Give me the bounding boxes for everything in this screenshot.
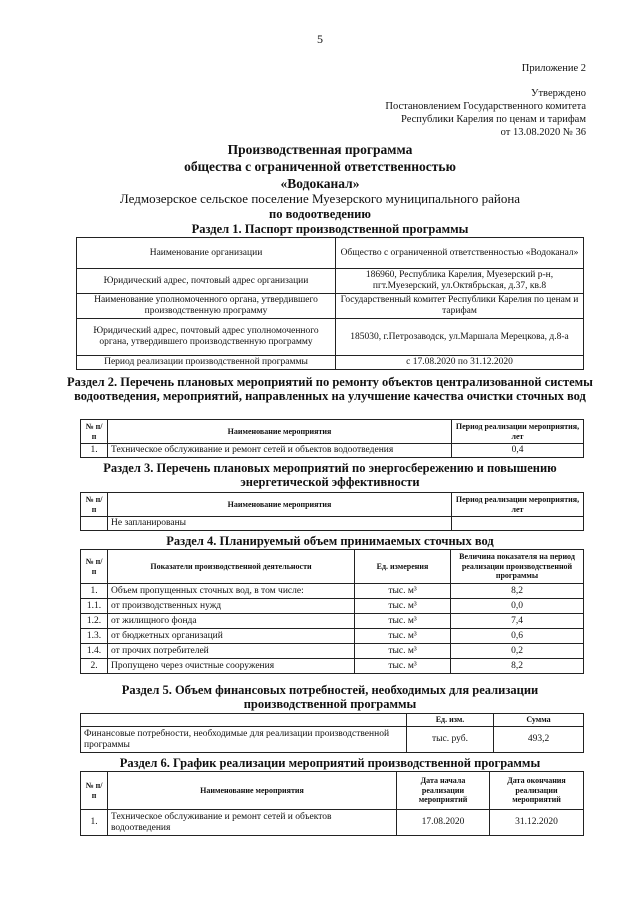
cell-name: Техническое обслуживание и ремонт сетей и объектов водоотведения bbox=[108, 810, 397, 836]
table-row bbox=[81, 584, 584, 599]
header-blank bbox=[81, 714, 407, 727]
passport-label: Юридический адрес, почтовый адрес уполномоченного органа, утвердившего производственную программу bbox=[77, 319, 336, 356]
cell-value: 8,2 bbox=[451, 659, 584, 674]
cell-indicator: от производственных нужд bbox=[108, 599, 355, 614]
approval-committee: Республики Карелия по ценам и тарифам bbox=[401, 114, 586, 125]
table-row bbox=[77, 356, 584, 370]
header-period: Период реализации мероприятия, лет bbox=[452, 420, 584, 444]
approval-block bbox=[326, 62, 586, 139]
doc-title bbox=[0, 141, 640, 192]
header-indicator: Показатели производственной деятельности bbox=[108, 550, 355, 584]
section5-title: Раздел 5. Объем финансовых потребностей, необходимых для реализации производственной программы bbox=[121, 683, 539, 711]
cell-unit: тыс. м³ bbox=[355, 629, 451, 644]
header-num: № п/п bbox=[81, 493, 108, 517]
cell-num: 1.1. bbox=[81, 599, 108, 614]
section6-title: Раздел 6. График реализации мероприятий производственной программы bbox=[119, 756, 541, 770]
title-line-2: общества с ограниченной ответственностью bbox=[184, 159, 456, 174]
page-number: 5 bbox=[317, 32, 323, 46]
approval-resolution: Постановлением Государственного комитета bbox=[385, 101, 586, 112]
passport-label: Наименование уполномоченного органа, утвердившего производственную программу bbox=[77, 294, 336, 319]
section2-title: Раздел 2. Перечень плановых мероприятий по ремонту объектов централизованной системы водоотведения, мероприятий, направленных на улучшение качества очистки сточных вод bbox=[67, 375, 593, 403]
header-period: Период реализации мероприятия, лет bbox=[452, 493, 584, 517]
table-row bbox=[81, 517, 584, 531]
passport-label: Период реализации производственной программы bbox=[77, 356, 336, 370]
header-value: Величина показателя на период реализации производственной программы bbox=[451, 550, 584, 584]
repair-measures-table bbox=[80, 419, 584, 458]
header-num: № п/п bbox=[81, 772, 108, 810]
cell-sum: 493,2 bbox=[494, 727, 584, 753]
table-row bbox=[81, 772, 584, 810]
cell-num: 1. bbox=[81, 584, 108, 599]
header-name: Наименование мероприятия bbox=[108, 772, 397, 810]
cell-end: 31.12.2020 bbox=[490, 810, 584, 836]
passport-value: Государственный комитет Республики Карелия по ценам и тарифам bbox=[336, 294, 584, 319]
cell-name: Финансовые потребности, необходимые для реализации производственной программы bbox=[81, 727, 407, 753]
passport-table bbox=[76, 237, 584, 370]
title-line-3: «Водоканал» bbox=[280, 176, 360, 191]
section3-title: Раздел 3. Перечень плановых мероприятий по энергосбережению и повышению энергетической эффективности bbox=[103, 461, 557, 489]
approval-appendix: Приложение 2 bbox=[521, 63, 586, 74]
cell-num: 2. bbox=[81, 659, 108, 674]
passport-value: Общество с ограниченной ответственностью «Водоканал» bbox=[336, 238, 584, 269]
table-row bbox=[81, 420, 584, 444]
cell-name: Не запланированы bbox=[108, 517, 452, 531]
table-row bbox=[81, 810, 584, 836]
cell-indicator: Пропущено через очистные сооружения bbox=[108, 659, 355, 674]
cell-period: 0,4 bbox=[452, 444, 584, 458]
cell-indicator: от прочих потребителей bbox=[108, 644, 355, 659]
header-num: № п/п bbox=[81, 420, 108, 444]
table-row bbox=[81, 629, 584, 644]
cell-num: 1. bbox=[81, 444, 108, 458]
passport-value: с 17.08.2020 по 31.12.2020 bbox=[336, 356, 584, 370]
table-row bbox=[81, 599, 584, 614]
passport-label: Юридический адрес, почтовый адрес организации bbox=[77, 269, 336, 294]
cell-num: 1.4. bbox=[81, 644, 108, 659]
cell-value: 0,2 bbox=[451, 644, 584, 659]
table-row bbox=[81, 659, 584, 674]
header-sum: Сумма bbox=[494, 714, 584, 727]
table-row bbox=[81, 614, 584, 629]
table-row bbox=[81, 644, 584, 659]
cell-num bbox=[81, 517, 108, 531]
cell-value: 0,0 bbox=[451, 599, 584, 614]
cell-value: 0,6 bbox=[451, 629, 584, 644]
passport-value: 186960, Республика Карелия, Муезерский р-н, пгт.Муезерский, ул.Октябрьская, д.37, кв.8 bbox=[336, 269, 584, 294]
table-row bbox=[81, 493, 584, 517]
cell-num: 1. bbox=[81, 810, 108, 836]
cell-unit: тыс. руб. bbox=[407, 727, 494, 753]
cell-name: Техническое обслуживание и ремонт сетей и объектов водоотведения bbox=[108, 444, 452, 458]
cell-value: 8,2 bbox=[451, 584, 584, 599]
cell-num: 1.3. bbox=[81, 629, 108, 644]
header-unit: Ед. изм. bbox=[407, 714, 494, 727]
wastewater-volume-table bbox=[80, 549, 584, 674]
title-line-1: Производственная программа bbox=[227, 142, 413, 157]
header-num: № п/п bbox=[81, 550, 108, 584]
header-end: Дата окончания реализации мероприятий bbox=[490, 772, 584, 810]
cell-num: 1.2. bbox=[81, 614, 108, 629]
cell-unit: тыс. м³ bbox=[355, 614, 451, 629]
table-row bbox=[77, 319, 584, 356]
finance-table bbox=[80, 713, 584, 753]
cell-start: 17.08.2020 bbox=[397, 810, 490, 836]
header-unit: Ед. измерения bbox=[355, 550, 451, 584]
table-row bbox=[77, 294, 584, 319]
table-row bbox=[81, 550, 584, 584]
schedule-table bbox=[80, 771, 584, 836]
passport-label: Наименование организации bbox=[77, 238, 336, 269]
cell-period bbox=[452, 517, 584, 531]
approval-date: от 13.08.2020 № 36 bbox=[500, 127, 586, 138]
header-start: Дата начала реализации мероприятий bbox=[397, 772, 490, 810]
energy-measures-table bbox=[80, 492, 584, 531]
cell-indicator: Объем пропущенных сточных вод, в том числе: bbox=[108, 584, 355, 599]
approval-approved: Утверждено bbox=[531, 88, 586, 99]
table-row bbox=[81, 714, 584, 727]
passport-value: 185030, г.Петрозаводск, ул.Маршала Мерецкова, д.8-а bbox=[336, 319, 584, 356]
cell-value: 7,4 bbox=[451, 614, 584, 629]
cell-unit: тыс. м³ bbox=[355, 644, 451, 659]
cell-indicator: от бюджетных организаций bbox=[108, 629, 355, 644]
table-row bbox=[81, 727, 584, 753]
title-settlement: Ледмозерское сельское поселение Муезерского муниципального района bbox=[119, 191, 521, 206]
cell-unit: тыс. м³ bbox=[355, 584, 451, 599]
section1-title: Раздел 1. Паспорт производственной программы bbox=[191, 222, 469, 236]
header-name: Наименование мероприятия bbox=[108, 493, 452, 517]
table-row bbox=[77, 269, 584, 294]
header-name: Наименование мероприятия bbox=[108, 420, 452, 444]
cell-unit: тыс. м³ bbox=[355, 659, 451, 674]
cell-unit: тыс. м³ bbox=[355, 599, 451, 614]
table-row bbox=[81, 444, 584, 458]
table-row bbox=[77, 238, 584, 269]
section4-title: Раздел 4. Планируемый объем принимаемых сточных вод bbox=[166, 534, 494, 548]
title-service: по водоотведению bbox=[269, 207, 371, 221]
cell-indicator: от жилищного фонда bbox=[108, 614, 355, 629]
